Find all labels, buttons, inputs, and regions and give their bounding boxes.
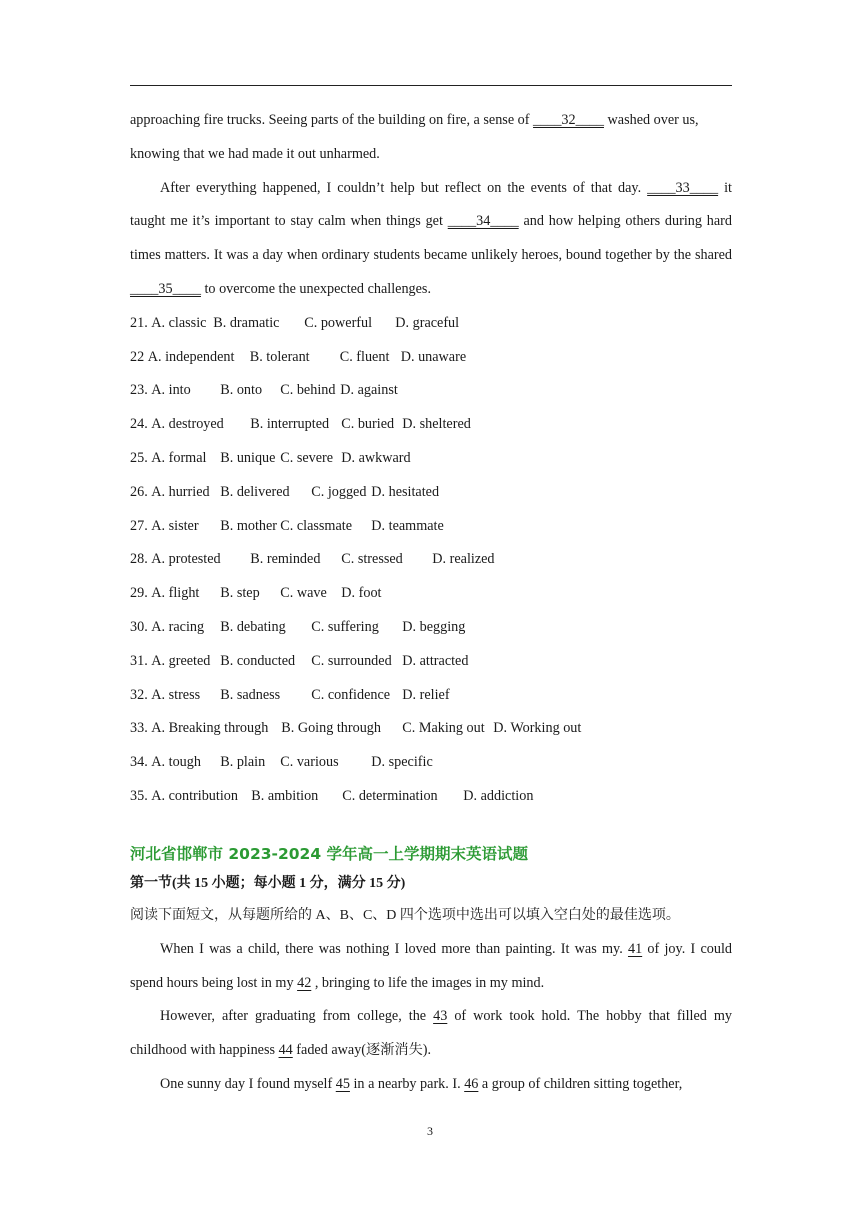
blank-33: ____33____ (647, 179, 719, 196)
question-23: 23. A. into B. onto C. behind D. against (130, 382, 398, 399)
question-25: 25. A. formal B. unique C. severe D. awkward (130, 449, 411, 466)
blank-34: ____34____ (447, 213, 519, 230)
text-run: knowing that we had made it out unharmed. (130, 145, 380, 162)
passage2-paragraph1: When I was a child, there was nothing I loved more than painting. It was my. 41 of joy. I could spend hours being lost in my 42 , bringing to life the images in my mind. (130, 940, 732, 991)
text-run: washed over us, (603, 112, 699, 128)
blank-43: 43 (433, 1008, 448, 1025)
question-29: 29. A. flight B. step C. wave D. foot (130, 585, 382, 602)
passage1-paragraph2 (130, 172, 732, 307)
blank-35: ____35____ (130, 280, 201, 297)
blank-41: 41 (627, 940, 643, 957)
blank-42: 42 (297, 974, 312, 991)
question-27: 27. A. sister B. mother C. classmate D. teammate (130, 517, 444, 534)
question-35: 35. A. contribution B. ambition C. determination D. addiction (130, 787, 534, 804)
section-title: 河北省邯郸市 2023-2024 学年高一上学期期末英语试题 (130, 844, 529, 863)
passage2-paragraph3: One sunny day I found myself 45 in a nearby park. I. 46 a group of children sitting together, (160, 1075, 683, 1092)
question-24: 24. A. destroyed B. interrupted C. buried D. sheltered (130, 416, 471, 433)
question-32: 32. A. stress B. sadness C. confidence D. relief (130, 686, 450, 703)
blank-32: ____32____ (533, 112, 604, 128)
text-run: approaching fire trucks. Seeing parts of the building on fire, a sense of (130, 112, 534, 128)
text-run: After everything happened, I couldn’t help but reflect on the events of that day. (160, 179, 648, 196)
blank-46: 46 (464, 1075, 479, 1092)
section-instruction: 阅读下面短文，从每题所给的 A、B、C、D 四个选项中选出可以填入空白处的最佳选项。 (130, 907, 680, 923)
passage1-paragraph1 (130, 104, 732, 172)
page-number: 3 (427, 1124, 433, 1138)
blank-44: 44 (278, 1042, 293, 1059)
header-rule (130, 85, 732, 86)
question-26: 26. A. hurried B. delivered C. jogged D. hesitated (130, 483, 440, 500)
text-run: to overcome the unexpected challenges. (200, 280, 431, 297)
question-30: 30. A. racing B. debating C. suffering D. begging (130, 618, 466, 635)
question-33: 33. A. Breaking through B. Going through C. Making out D. Working out (130, 720, 582, 737)
question-list (130, 307, 732, 814)
text-run: and how helping others during hard times matters. It was a day when ordinary students became unlikely heroes, bound together by the shared (130, 213, 732, 264)
question-21: 21. A. classic B. dramatic C. powerful D. graceful (130, 314, 460, 331)
question-31: 31. A. greeted B. conducted C. surrounded D. attracted (130, 652, 469, 669)
question-34: 34. A. tough B. plain C. various D. specific (130, 754, 433, 771)
section-subtitle: 第一节(共 15 小题；每小题 1 分，满分 15 分) (130, 875, 406, 891)
blank-45: 45 (335, 1075, 350, 1092)
question-22: 22 A. independent B. tolerant C. fluent D. unaware (130, 348, 467, 365)
question-28: 28. A. protested B. reminded C. stressed D. realized (130, 551, 495, 568)
text-run: it taught me it’s important to stay calm when things get (130, 179, 732, 230)
page-content (130, 104, 732, 1102)
passage2-paragraph2: However, after graduating from college, the 43 of work took hold. The hobby that filled my childhood with happiness 44 faded away(逐渐消失). (130, 1008, 732, 1059)
